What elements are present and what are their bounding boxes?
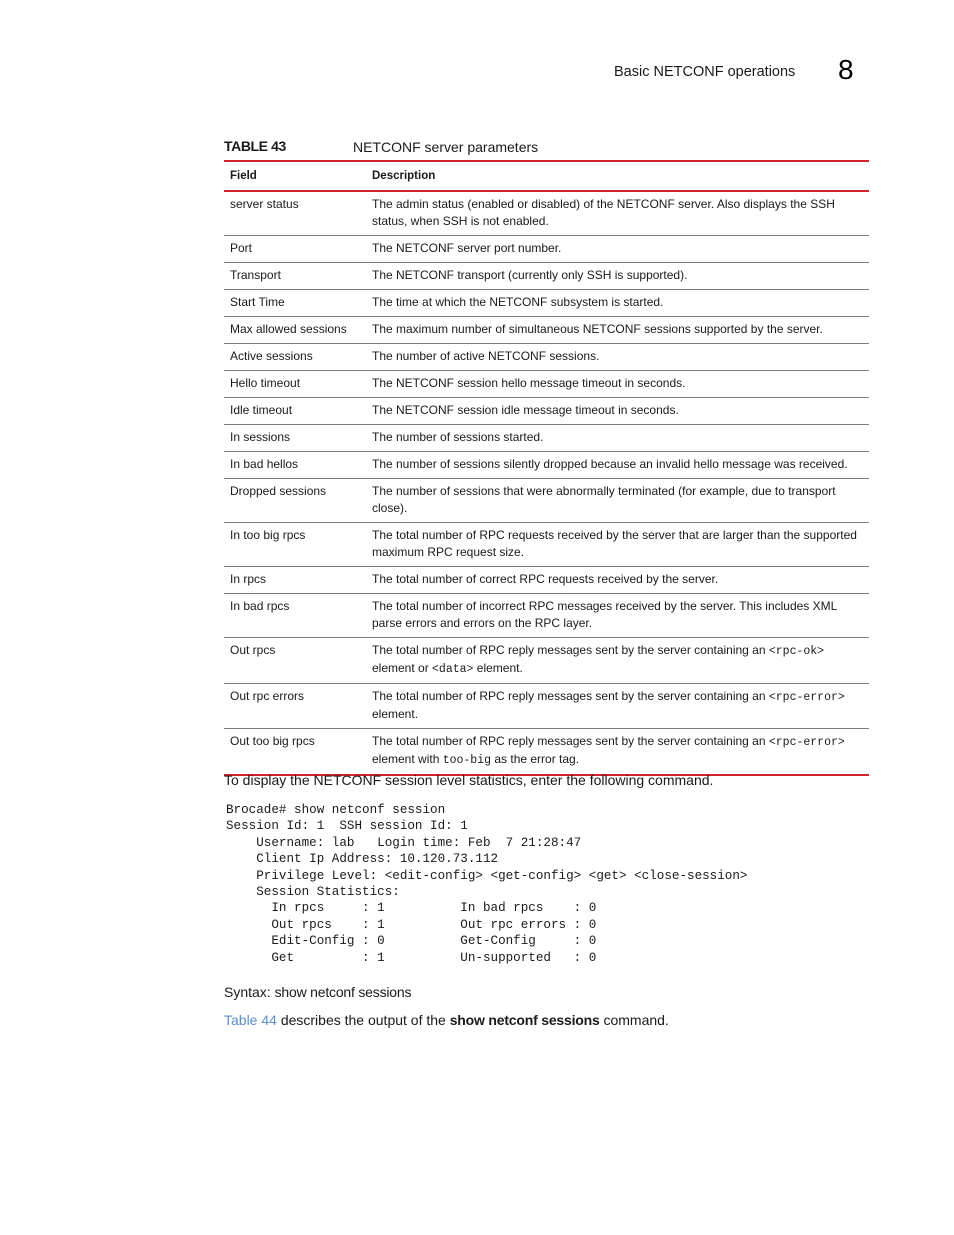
cli-line: Out rpcs : 1 Out rpc errors : 0 bbox=[226, 917, 597, 932]
description-text: as the error tag. bbox=[491, 752, 580, 766]
description-text: The time at which the NETCONF subsystem is started. bbox=[372, 295, 664, 309]
reference-text-after: command. bbox=[599, 1012, 669, 1028]
cli-line: Edit-Config : 0 Get-Config : 0 bbox=[226, 934, 597, 949]
description-cell bbox=[366, 729, 869, 776]
code-term: <rpc-error> bbox=[768, 691, 845, 704]
description-text: element. bbox=[473, 661, 523, 675]
field-cell: Transport bbox=[230, 268, 281, 282]
table-row bbox=[224, 344, 869, 371]
netconf-server-parameters-table bbox=[224, 160, 869, 776]
table-row bbox=[224, 684, 869, 729]
table-title: NETCONF server parameters bbox=[353, 139, 539, 155]
table-header-row bbox=[224, 161, 869, 191]
column-header-field: Field bbox=[230, 170, 257, 182]
description-text: The number of active NETCONF sessions. bbox=[372, 349, 600, 363]
column-header-description: Description bbox=[372, 170, 436, 182]
description-text: element with bbox=[372, 752, 443, 766]
code-term: <rpc-ok> bbox=[768, 645, 825, 658]
description-cell bbox=[366, 684, 869, 729]
table-row bbox=[224, 567, 869, 594]
table-44-link[interactable]: Table 44 bbox=[224, 1012, 277, 1028]
cli-line: Brocade# show netconf session bbox=[226, 803, 446, 817]
syntax-command: show netconf sessions bbox=[274, 984, 412, 1000]
table-row bbox=[224, 425, 869, 452]
field-cell: Port bbox=[230, 241, 253, 255]
field-cell: In bad hellos bbox=[230, 457, 299, 471]
table-row bbox=[224, 638, 869, 684]
table-row bbox=[224, 191, 869, 236]
description-cell bbox=[366, 236, 869, 263]
field-cell: Max allowed sessions bbox=[230, 322, 347, 336]
description-text: The NETCONF server port number. bbox=[372, 241, 562, 255]
description-cell bbox=[366, 317, 869, 344]
field-cell: Active sessions bbox=[230, 349, 313, 363]
description-cell bbox=[366, 567, 869, 594]
cli-line: Session Id: 1 SSH session Id: 1 bbox=[226, 819, 468, 834]
description-text: The total number of RPC requests received by the server that are larger than the supported maximum RPC request size. bbox=[372, 528, 857, 559]
syntax-label: Syntax: bbox=[224, 984, 271, 1000]
syntax-line bbox=[224, 984, 411, 1000]
field-cell: Out rpcs bbox=[230, 643, 276, 657]
description-cell bbox=[366, 398, 869, 425]
intro-paragraph: To display the NETCONF session level statistics, enter the following command. bbox=[224, 772, 714, 788]
description-cell bbox=[366, 344, 869, 371]
code-term: too-big bbox=[442, 754, 492, 767]
reference-text-before: describes the output of the bbox=[276, 1012, 450, 1028]
field-cell: In too big rpcs bbox=[230, 528, 306, 542]
field-cell: Hello timeout bbox=[230, 376, 301, 390]
description-text: The total number of RPC reply messages sent by the server containing an bbox=[372, 643, 769, 657]
description-text: element. bbox=[372, 707, 419, 721]
description-cell bbox=[366, 452, 869, 479]
field-cell: In bad rpcs bbox=[230, 599, 290, 613]
description-text: The NETCONF transport (currently only SSH is supported). bbox=[372, 268, 688, 282]
table-body bbox=[224, 191, 869, 775]
description-text: The NETCONF session idle message timeout in seconds. bbox=[372, 403, 679, 417]
table-row bbox=[224, 452, 869, 479]
description-text: The total number of correct RPC requests received by the server. bbox=[372, 572, 719, 586]
field-cell: In sessions bbox=[230, 430, 291, 444]
cli-line: Privilege Level: <edit-config> <get-config> <get> <close-session> bbox=[226, 868, 748, 883]
field-cell: Idle timeout bbox=[230, 403, 293, 417]
description-text: The maximum number of simultaneous NETCONF sessions supported by the server. bbox=[372, 322, 823, 336]
field-cell: Out too big rpcs bbox=[230, 734, 315, 748]
table-caption bbox=[224, 138, 869, 158]
cli-output-block bbox=[226, 802, 747, 966]
description-text: element or bbox=[372, 661, 433, 675]
cli-line: Client Ip Address: 10.120.73.112 bbox=[226, 852, 499, 867]
description-text: The total number of RPC reply messages sent by the server containing an bbox=[372, 689, 769, 703]
table-row bbox=[224, 729, 869, 776]
table-row bbox=[224, 479, 869, 523]
code-term: <data> bbox=[432, 663, 474, 676]
description-text: The total number of RPC reply messages sent by the server containing an bbox=[372, 734, 769, 748]
table-row bbox=[224, 371, 869, 398]
chapter-number: 8 bbox=[838, 54, 854, 85]
table-row bbox=[224, 236, 869, 263]
cli-line: Session Statistics: bbox=[226, 885, 400, 900]
cli-line: Get : 1 Un-supported : 0 bbox=[226, 950, 597, 965]
table-row bbox=[224, 594, 869, 638]
field-cell: Start Time bbox=[230, 295, 285, 309]
description-cell bbox=[366, 479, 869, 523]
description-cell bbox=[366, 594, 869, 638]
description-text: The number of sessions that were abnormally terminated (for example, due to transport close). bbox=[372, 484, 836, 515]
field-cell: Dropped sessions bbox=[230, 484, 327, 498]
description-cell bbox=[366, 638, 869, 684]
field-cell: server status bbox=[230, 197, 299, 211]
page-header-title: Basic NETCONF operations bbox=[614, 64, 796, 80]
description-cell bbox=[366, 263, 869, 290]
description-cell bbox=[366, 371, 869, 398]
description-text: The total number of incorrect RPC messages received by the server. This includes XML parse errors and errors on the RPC layer. bbox=[372, 599, 837, 630]
field-cell: Out rpc errors bbox=[230, 689, 305, 703]
table-row bbox=[224, 398, 869, 425]
description-cell bbox=[366, 425, 869, 452]
field-cell: In rpcs bbox=[230, 572, 267, 586]
description-text: The NETCONF session hello message timeout in seconds. bbox=[372, 376, 686, 390]
table-reference-paragraph bbox=[224, 1012, 669, 1028]
description-cell bbox=[366, 290, 869, 317]
table-row bbox=[224, 263, 869, 290]
code-term: <rpc-error> bbox=[768, 736, 845, 749]
description-text: The number of sessions started. bbox=[372, 430, 544, 444]
table-row bbox=[224, 523, 869, 567]
cli-line: Username: lab Login time: Feb 7 21:28:47 bbox=[226, 835, 582, 850]
table-label: TABLE 43 bbox=[224, 138, 286, 154]
table-row bbox=[224, 317, 869, 344]
description-cell bbox=[366, 523, 869, 567]
description-text: The number of sessions silently dropped because an invalid hello message was received. bbox=[372, 457, 848, 471]
description-cell bbox=[366, 191, 869, 236]
cli-line: In rpcs : 1 In bad rpcs : 0 bbox=[226, 901, 597, 916]
description-text: The admin status (enabled or disabled) of the NETCONF server. Also displays the SSH status, when SSH is not enabled. bbox=[372, 197, 835, 228]
reference-command: show netconf sessions bbox=[449, 1012, 600, 1028]
table-row bbox=[224, 290, 869, 317]
